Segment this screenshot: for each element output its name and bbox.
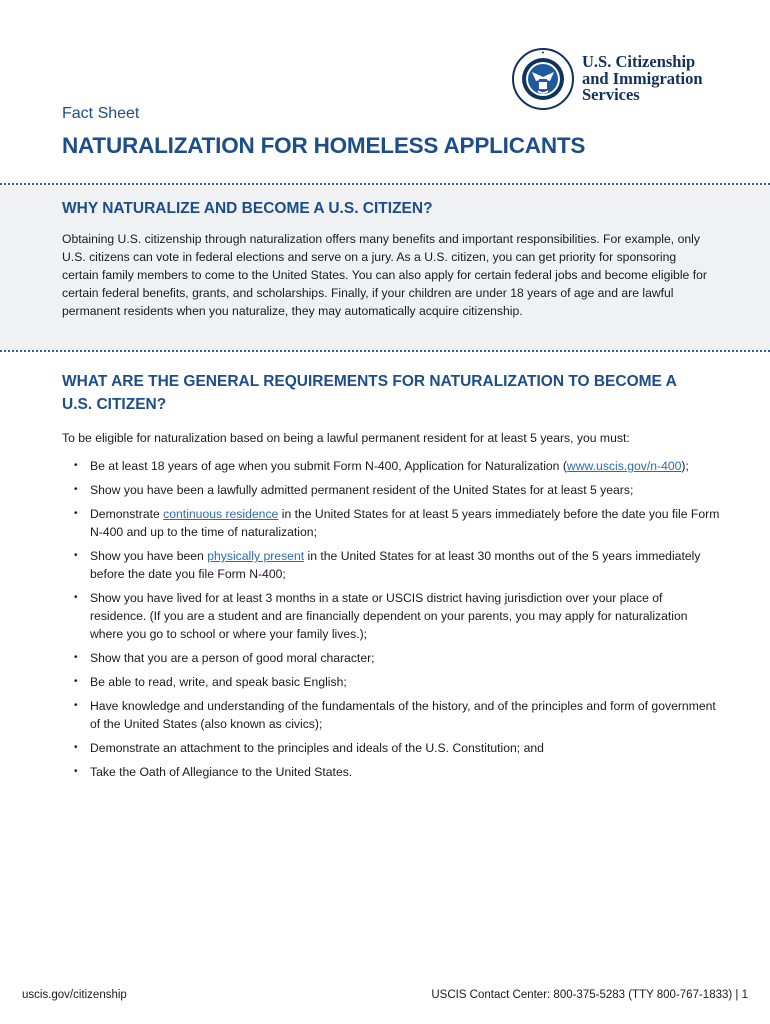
dotted-divider-bottom — [0, 350, 770, 352]
agency-line-2: and Immigration — [582, 68, 703, 88]
requirements-intro: To be eligible for naturalization based on being a lawful permanent resident for at least 5 years, you must: — [62, 431, 630, 445]
agency-line-3: Services — [582, 85, 640, 105]
dhs-seal-icon — [512, 48, 574, 110]
requirement-item-4: • Show you have been physically present in the United States for at least 30 months out of the 5 years immediately before the date you file Form N-400; — [62, 547, 722, 583]
requirement-item-2: • Show you have been a lawfully admitted permanent resident of the United States for at least 5 years; — [62, 481, 722, 499]
requirement-item-8: • Have knowledge and understanding of the fundamentals of the history, and of the principles and form of government of the United States (also known as civics); — [62, 697, 722, 733]
requirements-heading: WHAT ARE THE GENERAL REQUIREMENTS FOR NATURALIZATION TO BECOME A U.S. CITIZEN? — [62, 373, 677, 413]
requirements-list — [62, 457, 722, 787]
dotted-divider-top — [0, 183, 770, 185]
requirement-item-7: • Be able to read, write, and speak basic English; — [62, 673, 722, 691]
requirement-item-9: • Demonstrate an attachment to the principles and ideals of the U.S. Constitution; and — [62, 739, 722, 757]
requirement-item-5: • Show you have lived for at least 3 months in a state or USCIS district having jurisdiction over your place of residence. (If you are a student and are financially dependent on your parents, you may apply for naturalization where you go to school or where your family lives.); — [62, 589, 722, 643]
footer-contact: USCIS Contact Center: 800-375-5283 (TTY 800-767-1833) | 1 — [431, 989, 748, 1001]
requirement-item-6: • Show that you are a person of good moral character; — [62, 649, 722, 667]
requirement-item-3: • Demonstrate continuous residence in the United States for at least 5 years immediately before the date you file Form N-400 and up to the time of naturalization; — [62, 505, 722, 541]
agency-line-1: U.S. Citizenship — [582, 52, 696, 72]
link-continuous-residence[interactable]: continuous residence — [163, 507, 279, 521]
requirement-item-1: • Be at least 18 years of age when you submit Form N-400, Application for Naturalization (www.uscis.gov/n-400); — [62, 457, 722, 475]
footer-url[interactable]: uscis.gov/citizenship — [22, 989, 127, 1001]
why-heading: WHY NATURALIZE AND BECOME A U.S. CITIZEN? — [62, 200, 433, 217]
requirement-item-10: • Take the Oath of Allegiance to the United States. — [62, 763, 722, 781]
link-form-n400[interactable]: www.uscis.gov/n-400 — [566, 459, 682, 473]
page-title: NATURALIZATION FOR HOMELESS APPLICANTS — [62, 133, 586, 158]
uscis-logo — [512, 48, 703, 110]
agency-name — [582, 54, 703, 104]
link-physically-present[interactable]: physically present — [207, 549, 305, 563]
why-body: Obtaining U.S. citizenship through naturalization offers many benefits and important responsibilities. For example, only U.S. citizens can vote in federal elections and serve on a jury. As a U.S. citizen, you can get priority for sponsoring certain family members to come to the United States. You can also apply for certain federal jobs and become eligible for certain federal benefits, grants, and scholarships. Finally, if your children are under 18 years of age and are lawful permanent residents when you naturalize, they may automatically acquire citizenship. — [62, 232, 707, 318]
doc-kicker: Fact Sheet — [62, 105, 140, 122]
